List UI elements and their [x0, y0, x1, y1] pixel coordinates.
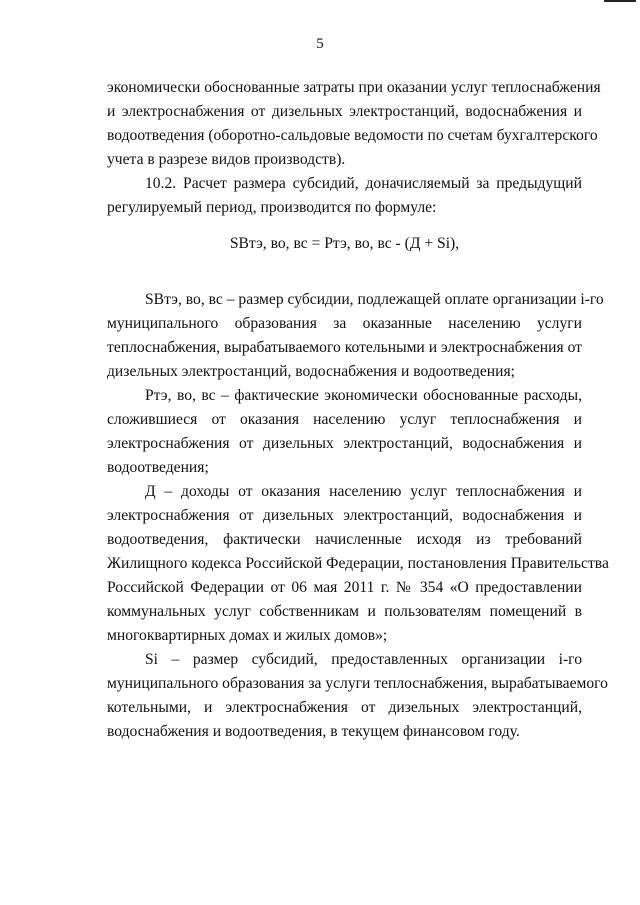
text-line: теплоснабжения, вырабатываемого котельными и электроснабжения от: [107, 339, 582, 356]
definition-sb: [107, 288, 604, 384]
text-line: водоотведения, фактически начисленные исходя из требований: [107, 531, 582, 548]
text-line: многоквартирных домах и жилых домов»;: [107, 627, 388, 644]
text-line: SBтэ, во, вс – размер субсидии, подлежащей оплате организации i-го: [145, 291, 604, 308]
text-line: Si – размер субсидий, предоставленных организации i-го: [145, 651, 582, 668]
text-line: котельными, и электроснабжения от дизельных электростанций,: [107, 699, 582, 716]
definition-d: [107, 480, 609, 648]
subsidy-formula: SBтэ, во, вс = Pтэ, во, вс - (Д + Si),: [229, 235, 460, 252]
text-line: коммунальных услуг собственникам и пользователям помещений в: [107, 603, 582, 620]
text-line: Российской Федерации от 06 мая 2011 г. № 354 «О предоставлении: [107, 579, 582, 596]
text-line: Жилищного кодекса Российской Федерации, постановления Правительства: [107, 555, 609, 572]
page-number: 5: [316, 36, 324, 52]
text-line: и электроснабжения от дизельных электростанций, водоснабжения и: [107, 103, 582, 120]
text-line: Д – доходы от оказания населению услуг теплоснабжения и: [145, 483, 582, 500]
text-line: Pтэ, во, вс – фактические экономически обоснованные расходы,: [145, 387, 582, 404]
definition-si: [107, 648, 608, 744]
text-line: электроснабжения от дизельных электростанций, водоснабжения и: [107, 435, 582, 452]
text-line: регулируемый период, производится по формуле:: [107, 199, 437, 216]
text-line: дизельных электростанций, водоснабжения и водоотведения;: [107, 363, 515, 380]
text-line: экономически обоснованные затраты при оказании услуг теплоснабжения: [107, 79, 601, 96]
text-line: 10.2. Расчет размера субсидий, доначисляемый за предыдущий: [145, 175, 582, 192]
text-line: муниципального образования за оказанные населению услуги: [107, 315, 582, 332]
scan-corner-mark: [604, 0, 636, 2]
text-line: водоотведения (оборотно-сальдовые ведомости по счетам бухгалтерского: [107, 127, 598, 144]
text-line: сложившиеся от оказания населению услуг теплоснабжения и: [107, 411, 582, 428]
definition-p: [107, 384, 582, 480]
text-line: водоотведения;: [107, 459, 209, 476]
text-line: учета в разрезе видов производств).: [107, 151, 346, 168]
text-line: водоснабжения и водоотведения, в текущем финансовом году.: [107, 723, 520, 740]
paragraph-costs-continuation: [107, 76, 601, 172]
document-body: [107, 76, 609, 744]
text-line: электроснабжения от дизельных электростанций, водоснабжения и: [107, 507, 582, 524]
paragraph-10-2: [107, 172, 582, 220]
text-line: муниципального образования за услуги теплоснабжения, вырабатываемого: [107, 675, 608, 692]
